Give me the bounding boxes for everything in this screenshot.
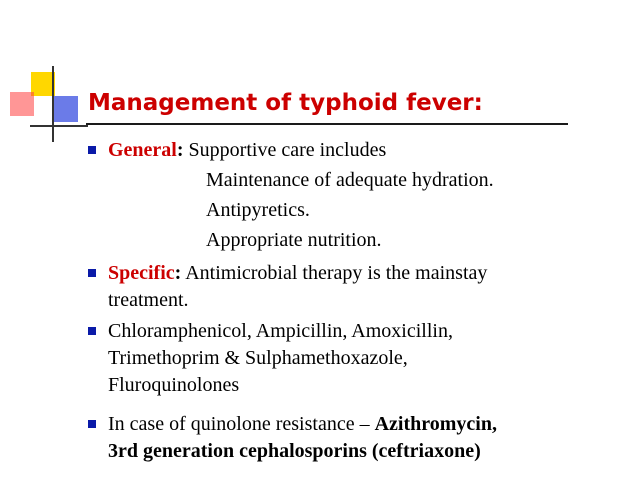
general-subitem: Antipyretics. (206, 199, 310, 221)
bullet-square-icon (88, 269, 96, 277)
resistance-cephalosporins: 3rd generation cephalosporins (ceftriaxone) (108, 440, 481, 462)
general-text: Supportive care includes (183, 139, 387, 161)
bullet-resistance (108, 412, 497, 436)
general-subitem: Appropriate nutrition. (206, 229, 382, 251)
drugs-line: Trimethoprim & Sulphamethoxazole, (108, 347, 408, 369)
decorative-red-square (10, 92, 34, 116)
decorative-horizontal-line (30, 125, 88, 127)
bullet-general (108, 138, 386, 162)
decorative-vertical-line (52, 66, 54, 142)
specific-label: Specific (108, 262, 175, 284)
resistance-drug: Azithromycin, (374, 413, 497, 435)
title-underline (86, 123, 568, 125)
specific-text: Antimicrobial therapy is the mainstay (181, 262, 488, 284)
bullet-square-icon (88, 327, 96, 335)
general-label: General (108, 139, 177, 161)
resistance-prefix: In case of quinolone resistance – (108, 413, 375, 435)
specific-text-continued: treatment. (108, 289, 189, 311)
drugs-line: Chloramphenicol, Ampicillin, Amoxicillin, (108, 320, 453, 342)
general-colon: : (176, 139, 184, 161)
specific-colon: : (174, 262, 182, 284)
decorative-blue-square (54, 96, 78, 122)
bullet-square-icon (88, 146, 96, 154)
bullet-square-icon (88, 420, 96, 428)
general-subitem: Maintenance of adequate hydration. (206, 169, 494, 191)
slide-title: Management of typhoid fever: (88, 90, 483, 116)
drugs-line: Fluroquinolones (108, 374, 240, 396)
bullet-specific (108, 261, 487, 285)
